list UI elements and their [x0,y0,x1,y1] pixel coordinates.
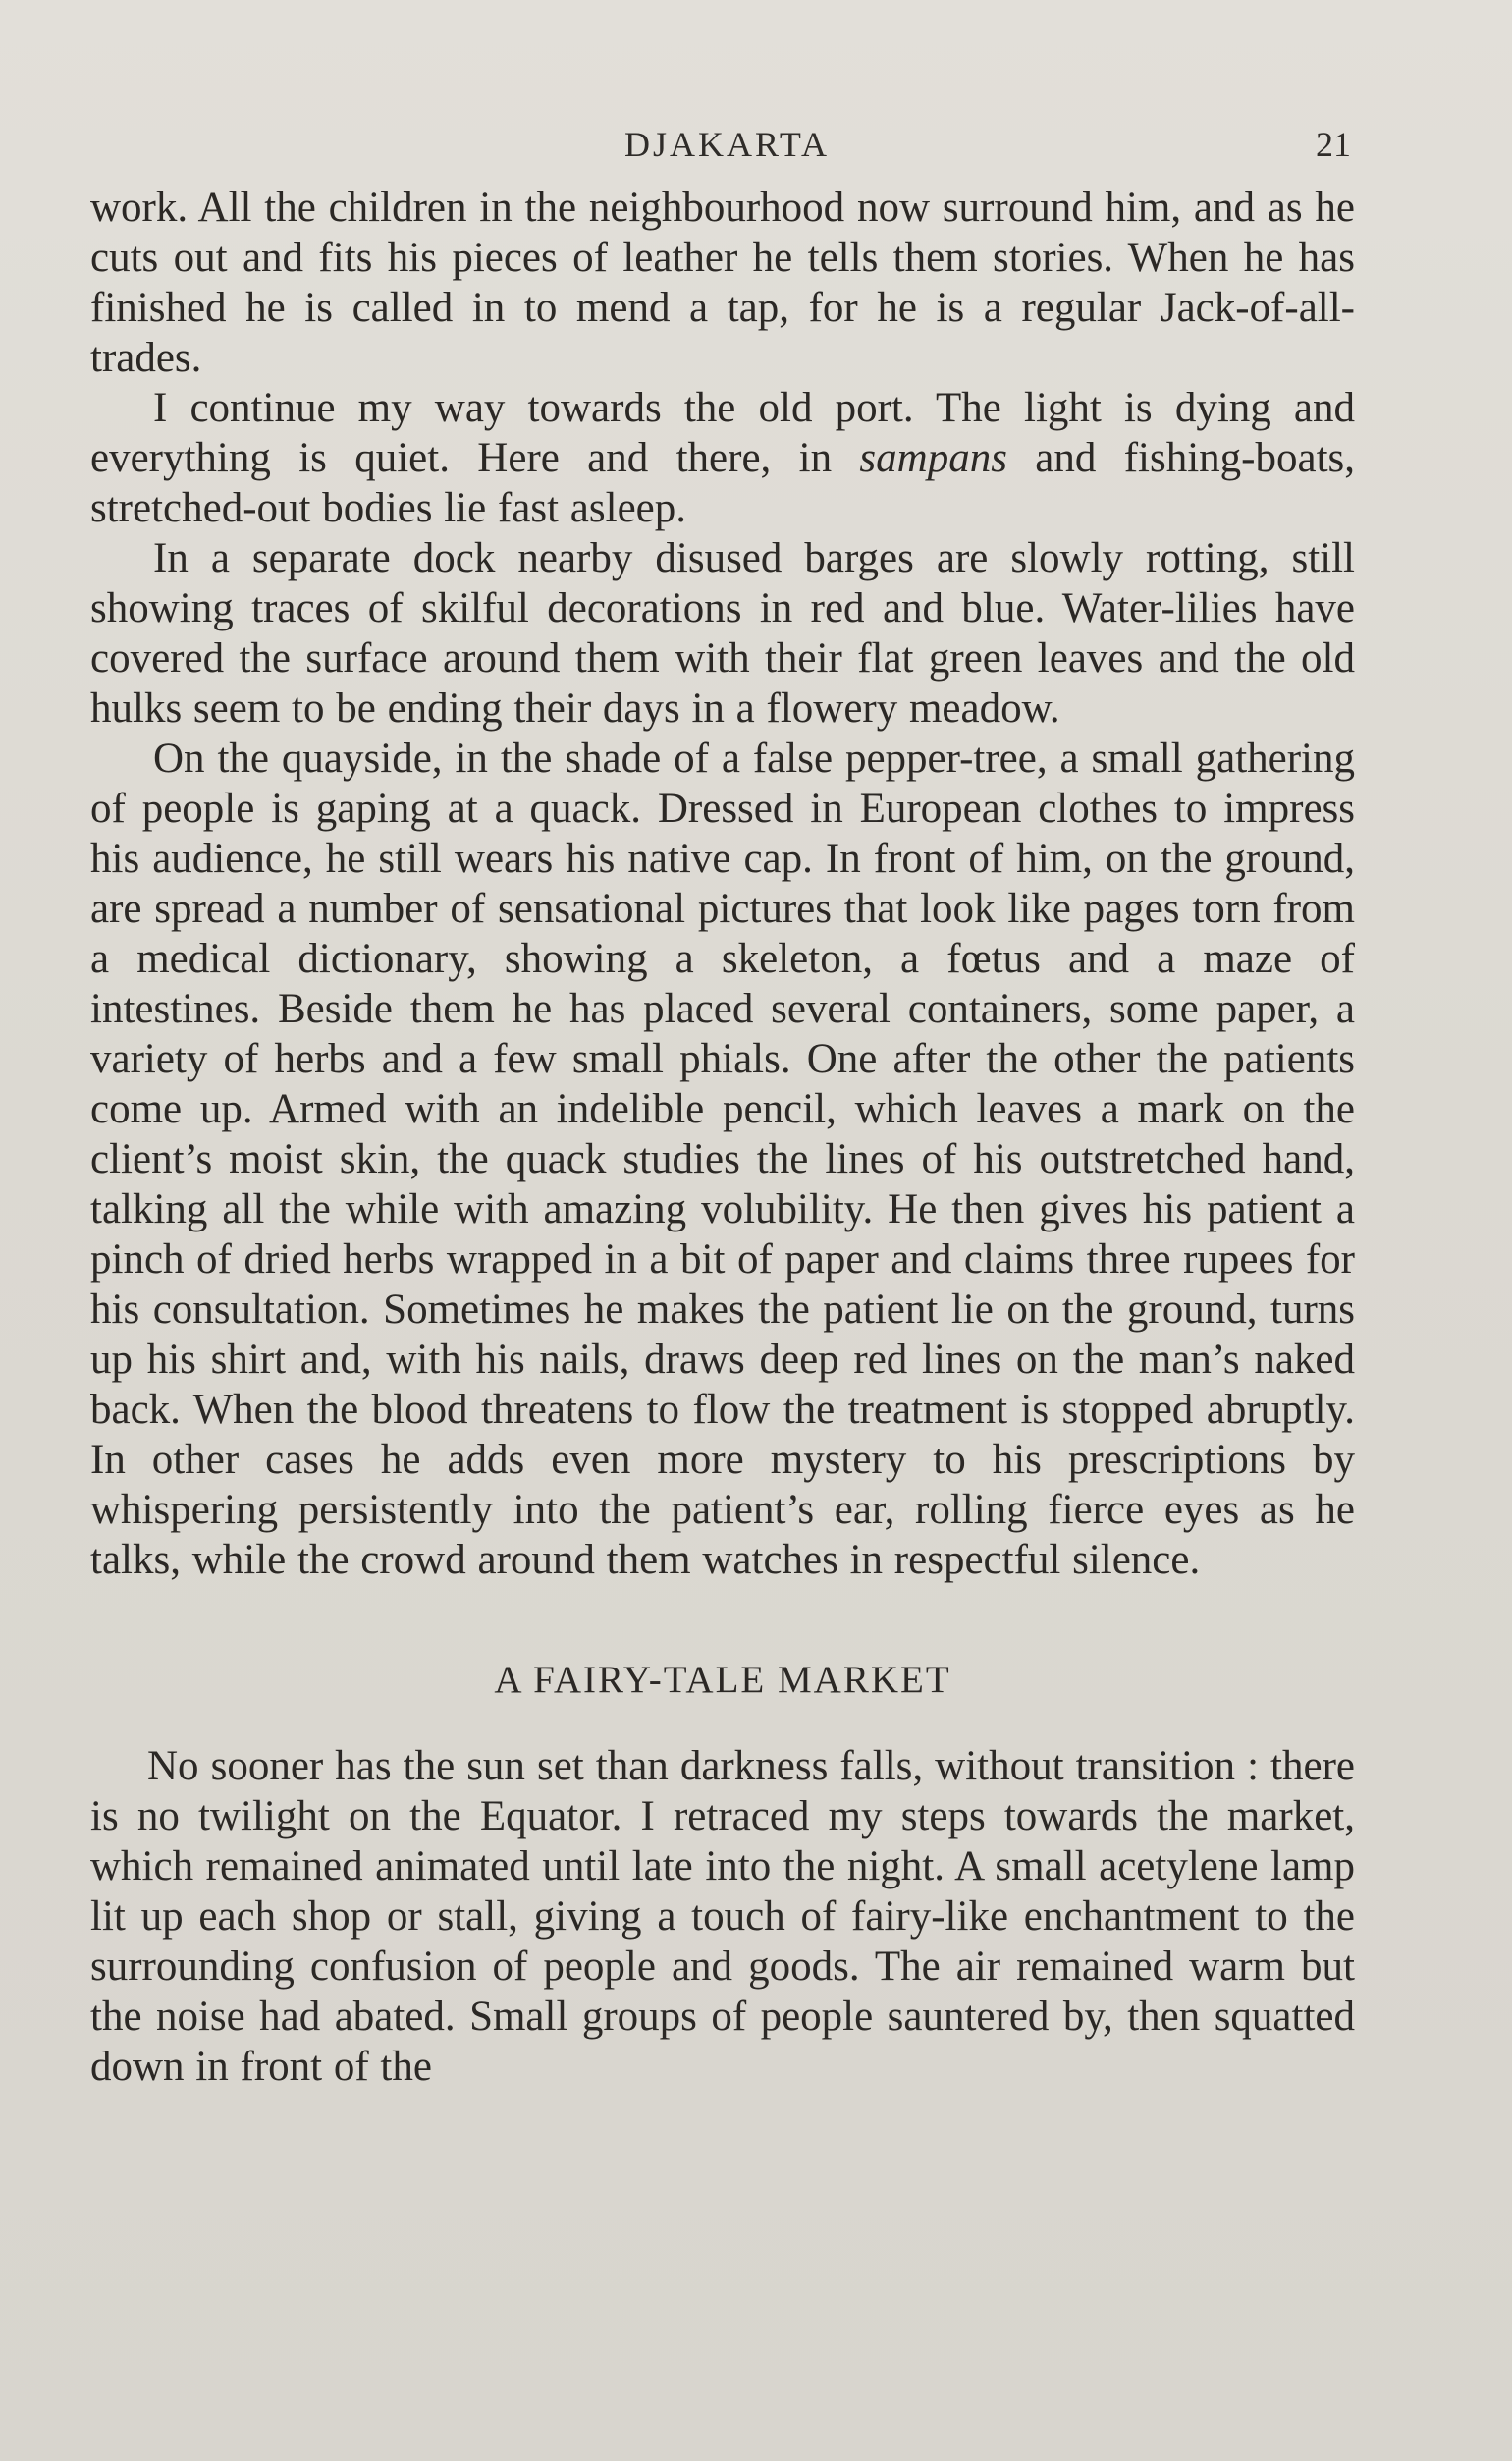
paragraph-quack: On the quayside, in the shade of a false pepper-tree, a small gathering of people is gaping at a quack. Dressed in European clothes to impress his audience, he still wears his native cap. In front of him, on the ground, are spread a number of sensational pictures that look like pages torn from a medical dictionary, showing a skeleton, a fœtus and a maze of intestines. Beside them he has placed several containers, some paper, a variety of herbs and a few small phials. One after the other the patients come up. Armed with an indelible pencil, which leaves a mark on the client’s moist skin, the quack studies the lines of his outstretched hand, talking all the while with amazing volubility. He then gives his patient a pinch of dried herbs wrapped in a bit of paper and claims three rupees for his consultation. Sometimes he makes the patient lie on the ground, turns up his shirt and, with his nails, draws deep red lines on the man’s naked back. When the blood threatens to flow the treatment is stopped abruptly. In other cases he adds even more mystery to his prescriptions by whispering persistently into the patient’s ear, rolling fierce eyes as he talks, while the crowd around them watches in respectful silence. [90,736,1355,1583]
italic-term: sampans [859,435,1007,481]
section-heading: A FAIRY-TALE MARKET [494,1659,951,1701]
page-number: 21 [1316,125,1351,164]
running-title: DJAKARTA [624,125,830,164]
running-head [0,124,1512,167]
paragraph-market: No sooner has the sun set than darkness falls, without transition : there is no twilight on the Equator. I retraced my steps towards the market, which remained animated until late into the night. A small acetylene lamp lit up each shop or stall, giving a touch of fairy-like enchantment to the surrounding confusion of people and goods. The air remained warm but the noise had abated. Small groups of people sauntered by, then squatted down in front of the [90,1743,1355,2090]
body-text [90,183,1355,2092]
paragraph-old-port: I continue my way towards the old port. The light is dying and everything is quiet. Here and there, in sampans and fishing-boats, stretched-out bodies lie fast asleep. [90,385,1355,531]
paragraph-barges: In a separate dock nearby disused barges are slowly rotting, still showing traces of skilful decorations in red and blue. Water-lilies have covered the surface around them with their flat green leaves and the old hulks seem to be ending their days in a flowery meadow. [90,535,1355,732]
paragraph-continuation: work. All the children in the neighbourhood now surround him, and as he cuts out and fits his pieces of leather he tells them stories. When he has finished he is called in to mend a tap, for he is a regular Jack-of-all-trades. [90,185,1355,381]
